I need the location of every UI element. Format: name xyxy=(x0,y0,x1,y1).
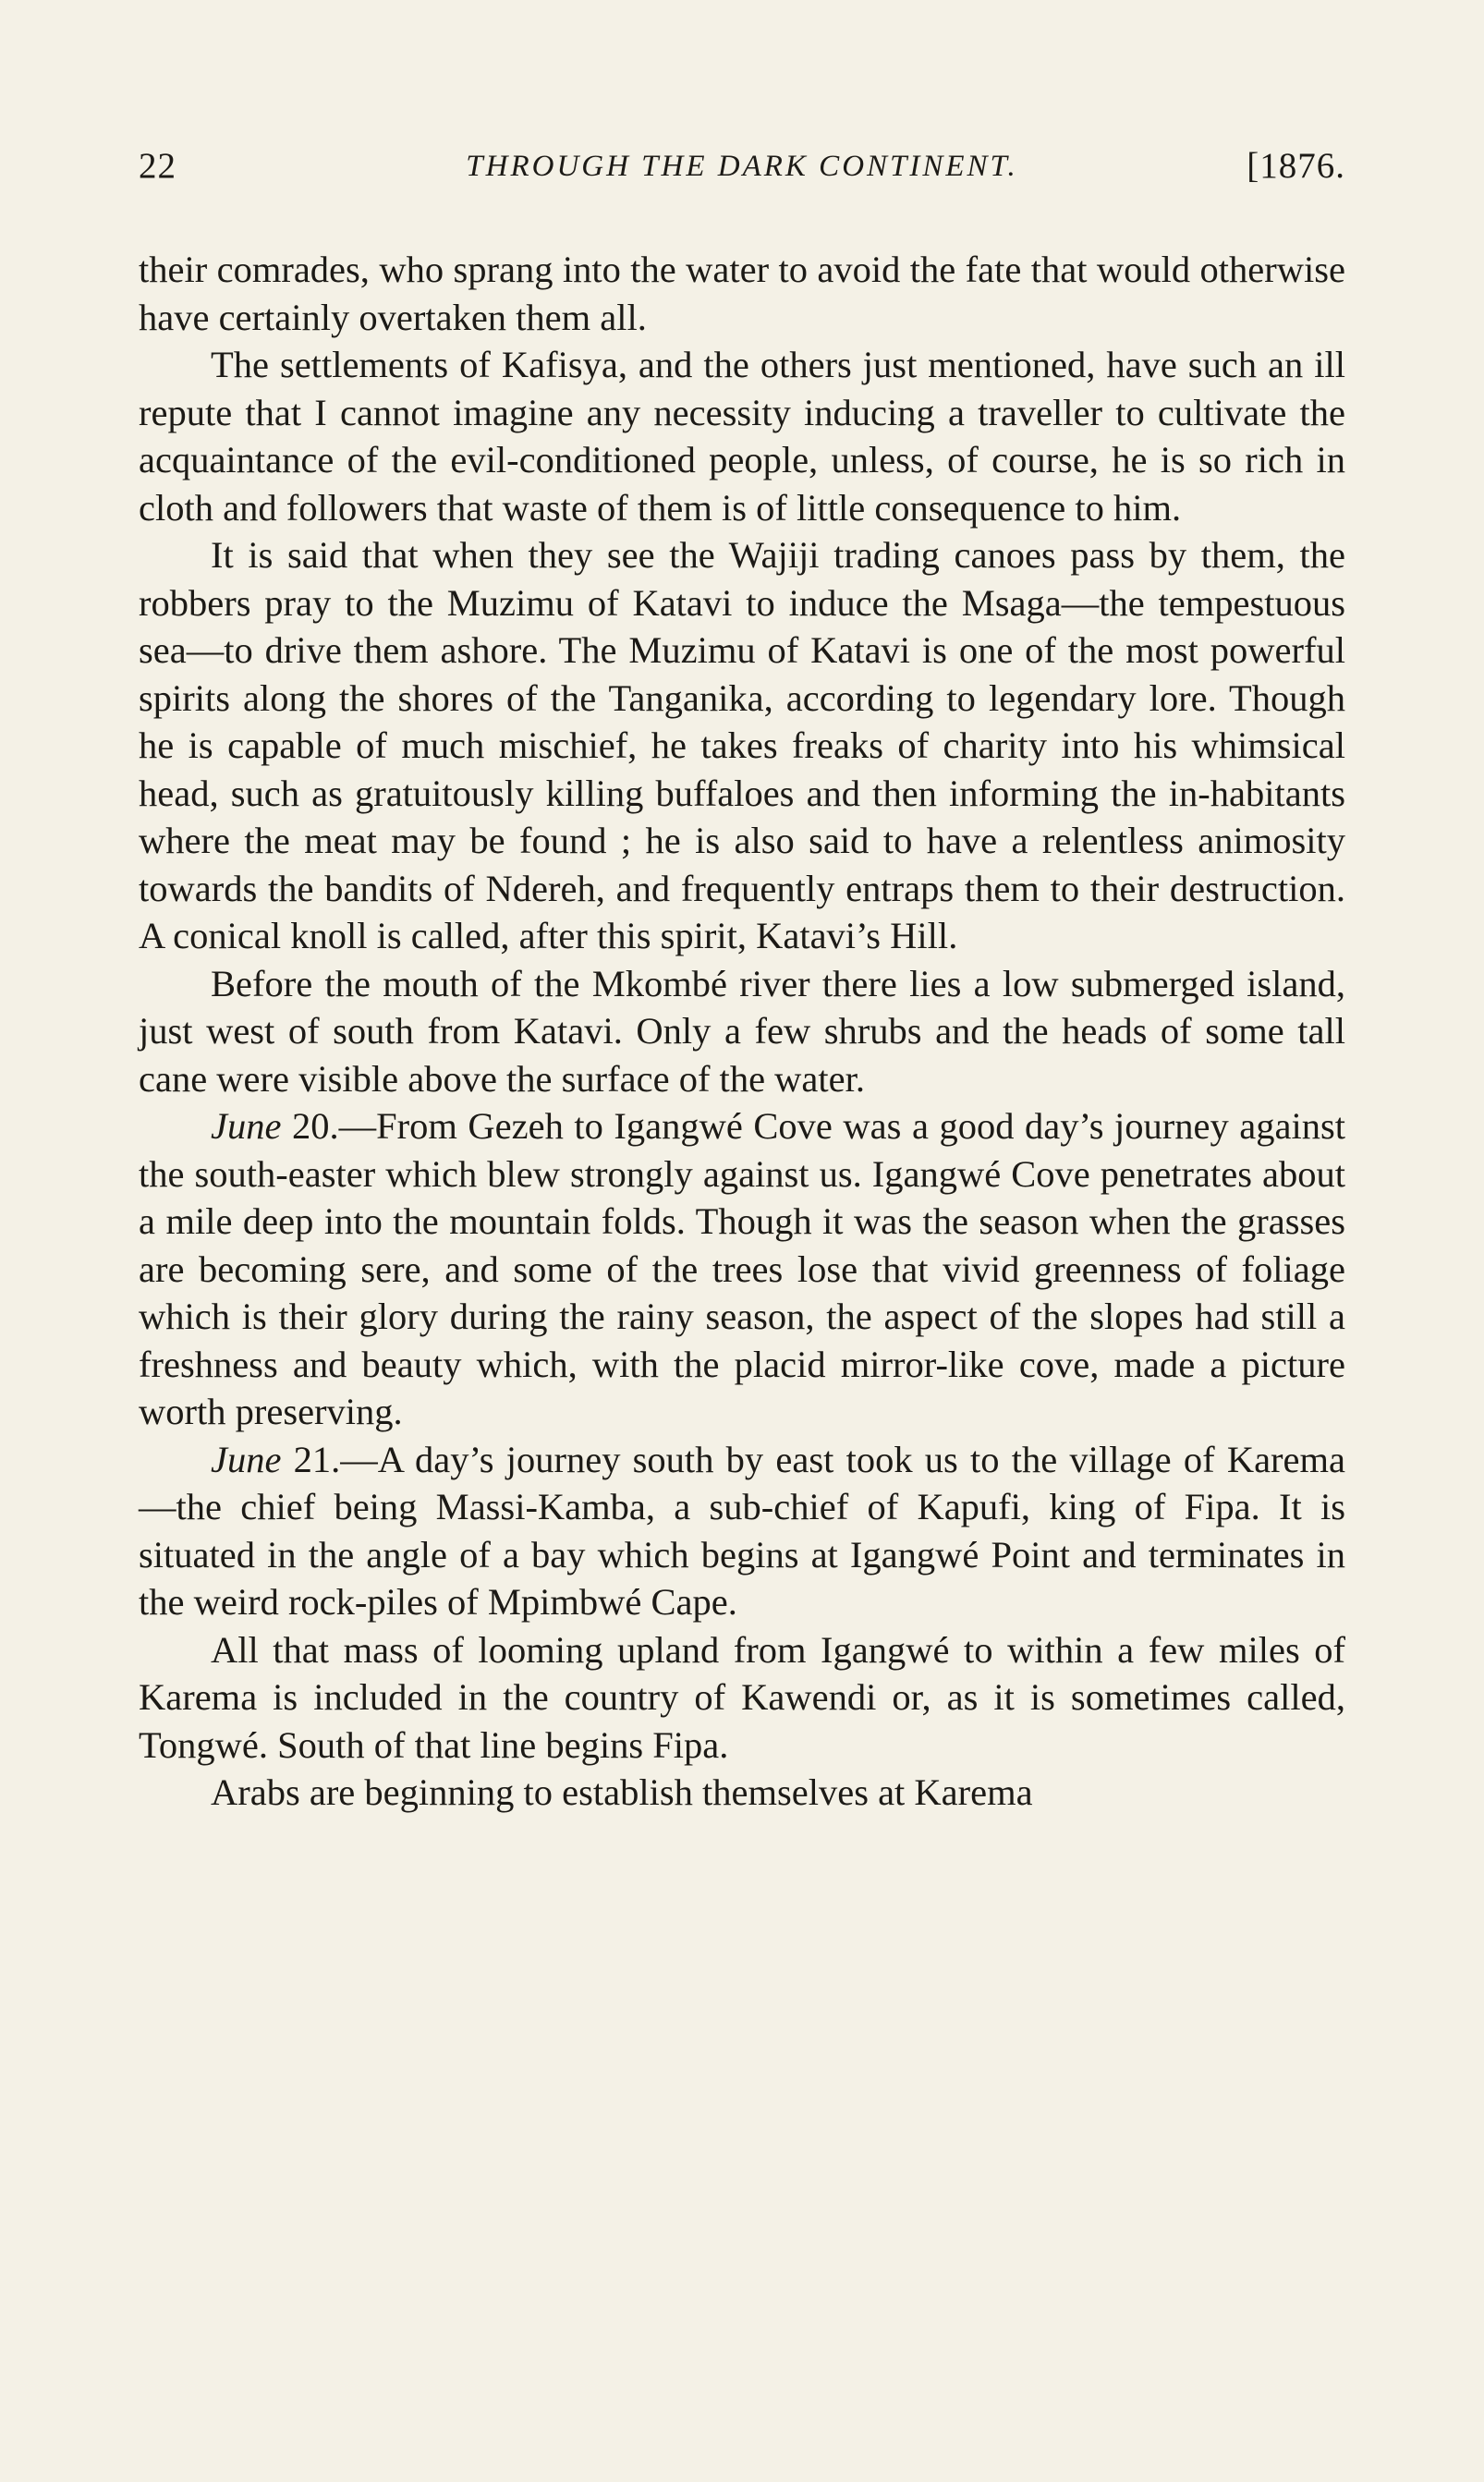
book-page xyxy=(139,139,1345,1817)
paragraph-text: All that mass of looming upland from Igangwé to within a few miles of Karema is included in the country of Kawendi or, as it is sometimes called, Tongwé. South of that line begins Fipa. xyxy=(139,1628,1345,1766)
running-head xyxy=(139,139,1345,194)
paragraph-2 xyxy=(139,341,1345,531)
paragraph-text: Before the mouth of the Mkombé river there lies a low submerged island, just west of south from Katavi. Only a few shrubs and the heads of some tall cane were visible above the surface of the water. xyxy=(139,962,1345,1100)
paragraph-7 xyxy=(139,1626,1345,1770)
year-mark: [1876. xyxy=(1247,146,1345,186)
paragraph-4 xyxy=(139,960,1345,1103)
page-number: 22 xyxy=(139,146,176,186)
date-label: June xyxy=(211,1438,282,1480)
body-text xyxy=(139,246,1345,1817)
paragraph-text: Arabs are beginning to establish themselves at Karema xyxy=(211,1771,1033,1813)
book-title: THROUGH THE DARK CONTINENT. xyxy=(466,150,1018,183)
paragraph-3 xyxy=(139,531,1345,960)
paragraph-8 xyxy=(139,1769,1345,1817)
paragraph-5 xyxy=(139,1102,1345,1436)
paragraph-text: 21.—A day’s journey south by east took us to the village of Karema—the chief being Massi-Kamba, a sub-chief of Kapufi, king of Fipa. It is situated in the angle of a bay which begins at Igangwé Point and terminates in the weird rock-piles of Mpimbwé Cape. xyxy=(139,1438,1345,1623)
paragraph-text: The settlements of Kafisya, and the others just mentioned, have such an ill repute that I cannot imagine any necessity inducing a traveller to cultivate the acquaintance of the evil-conditioned people, unless, of course, he is so rich in cloth and followers that waste of them is of little consequence to him. xyxy=(139,344,1345,529)
paragraph-text: 20.—From Gezeh to Igangwé Cove was a good day’s journey against the south-easter which blew strongly against us. Igangwé Cove penetrates about a mile deep into the mountain folds. Though it was the season when the grasses are becoming sere, and some of the trees lose that vivid greenness of foliage which is their glory during the rainy season, the aspect of the slopes had still a freshness and beauty which, with the placid mirror-like cove, made a picture worth preserving. xyxy=(139,1105,1345,1432)
paragraph-text: It is said that when they see the Wajiji trading canoes pass by them, the robbers pray to the Muzimu of Katavi to induce the Msaga—the tempestuous sea—to drive them ashore. The Muzimu of Katavi is one of the most powerful spirits along the shores of the Tanganika, according to legendary lore. Though he is capable of much mischief, he takes freaks of charity into his whimsical head, such as gratuitously killing buffaloes and then informing the in-habitants where the meat may be found ; he is also said to have a relentless animosity towards the bandits of Ndereh, and frequently entraps them to their destruction. A conical knoll is called, after this spirit, Katavi’s Hill. xyxy=(139,534,1345,956)
date-label: June xyxy=(211,1105,282,1147)
paragraph-1 xyxy=(139,246,1345,341)
paragraph-6 xyxy=(139,1436,1345,1626)
paragraph-text: their comrades, who sprang into the water to avoid the fate that would otherwise have certainly overtaken them all. xyxy=(139,249,1345,338)
